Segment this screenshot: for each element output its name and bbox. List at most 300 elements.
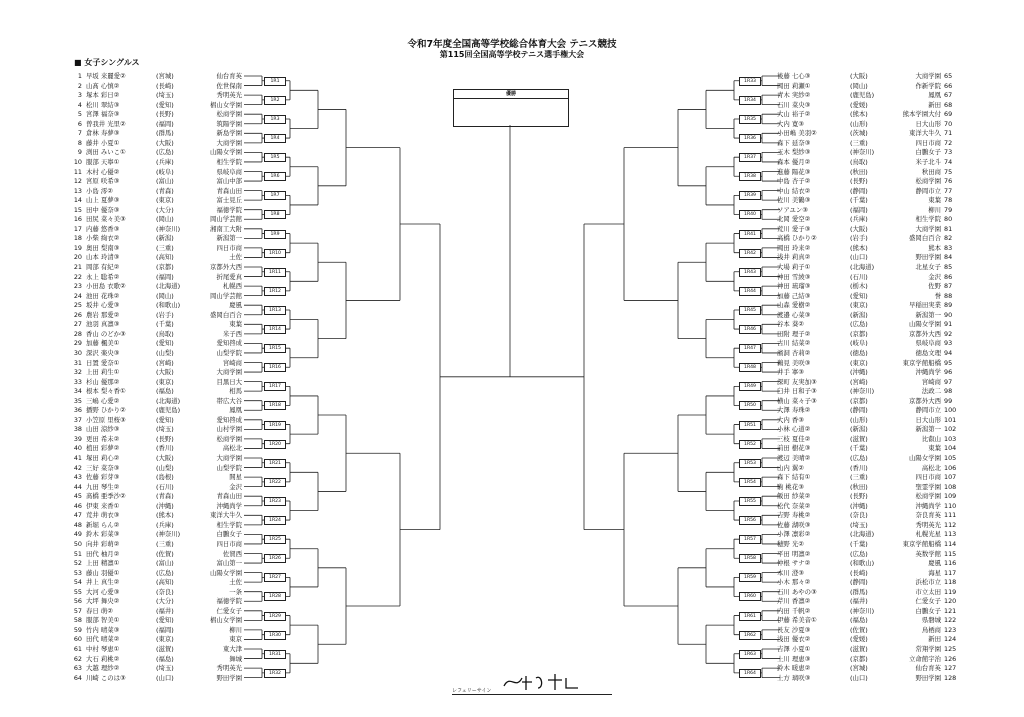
player-name: 山上 夏夢③ [86,196,120,205]
player-number: 110 [944,501,957,510]
player-school: 盛岡白百合 [909,234,941,243]
player-number: 122 [944,616,957,625]
page-title: 令和7年度全国高等学校総合体育大会 テニス競技 [407,39,617,50]
player-school: 柳川 [928,205,941,214]
referee-label: レフェリーサイン [452,688,492,694]
player-name: 松代 奈菜② [777,501,811,510]
player-name: 進藤 陽花③ [777,167,811,176]
player-name: 大山 裕子② [777,110,811,119]
player-school: 舞城 [229,654,242,663]
player-school: 目黒日大 [216,377,242,386]
round-box: 1R40 [739,210,761,219]
player-number: 128 [944,673,957,682]
player-school: 富士見丘 [216,196,242,205]
player-name: 倉林 寿夢③ [86,129,120,138]
player-school: 東葉 [229,320,242,329]
player-school: 新田 [928,635,941,644]
player-school: 松商学園 [216,434,242,443]
round-box: 1R17 [264,382,286,391]
player-prefecture: (京都) [850,329,868,338]
player-name: 内田 千帆② [777,606,811,615]
player-number: 100 [944,406,957,415]
player-school: 新潟第一 [915,425,941,434]
player-prefecture: (兵庫) [156,520,174,529]
player-name: 神田 雪綾③ [777,272,811,281]
player-name: 大越 理紗② [86,664,120,673]
player-number: 37 [73,415,82,424]
round-box: 1R59 [739,573,761,582]
round-box: 1R60 [739,592,761,601]
player-prefecture: (香川) [850,463,868,472]
round-box: 1R37 [739,153,761,162]
player-name: 山田 涼紗③ [86,425,120,434]
player-number: 30 [73,348,82,357]
player-name: 新堀 らん② [86,520,120,529]
player-name: 大場 莉子① [777,263,811,271]
player-name: 大内 香③ [777,415,804,424]
player-number: 96 [944,368,953,377]
round-box: 1R39 [739,191,761,200]
player-prefecture: (広島) [850,320,868,329]
player-prefecture: (熊本) [850,243,868,252]
player-prefecture: (鳥取) [850,157,868,166]
player-school: 野田学園 [915,673,941,682]
round-box: 1R12 [264,287,286,296]
referee-signature-line [452,694,612,695]
player-prefecture: (滋賀) [156,645,174,653]
player-prefecture: (岐阜) [850,339,868,348]
player-name: 小笠原 里桜③ [86,415,126,424]
player-name: 髙橋 亜季沙② [86,492,126,501]
player-school: 盛岡白百合 [210,310,242,319]
player-prefecture: (宮城) [850,664,868,673]
player-prefecture: (滋賀) [850,645,868,653]
player-prefecture: (東京) [850,301,868,310]
player-prefecture: (高知) [156,253,174,262]
round-box: 1R56 [739,516,761,525]
player-school: 高松北 [222,444,242,453]
player-number: 112 [944,520,957,529]
player-school: 大商学園 [216,454,242,462]
player-school: 松商学園 [915,492,941,501]
player-name: 深町 友実加③ [777,377,817,386]
player-prefecture: (岐阜) [156,167,174,176]
player-name: 横山 菜々子③ [777,396,817,405]
player-number: 72 [944,138,953,147]
player-school: 秋田商 [921,167,941,176]
player-school: 東洋大牛久 [210,511,242,520]
player-prefecture: (神奈川) [156,224,181,233]
player-number: 15 [73,205,82,214]
player-number: 85 [944,263,953,271]
player-prefecture: (埼玉) [156,664,174,673]
player-school: 立命館宇治 [909,654,941,663]
player-school: 作新学院 [915,81,941,90]
player-number: 59 [73,625,82,634]
player-prefecture: (大分) [156,597,174,606]
player-prefecture: (千葉) [156,320,174,329]
player-prefecture: (大阪) [850,72,868,80]
player-number: 83 [944,243,953,252]
player-prefecture: (山梨) [156,463,174,472]
player-number: 9 [77,148,82,157]
player-name: 服部 智美① [86,616,120,625]
player-school: 新潟第一 [915,310,941,319]
player-name: 飯田 紗菜② [777,492,811,501]
round-box: 1R13 [264,306,286,315]
player-school: 山陽女学園 [210,568,242,577]
player-name: 春日 萌② [86,606,113,615]
player-number: 67 [944,91,953,100]
player-prefecture: (兵庫) [850,215,868,224]
player-name: 坂井 心愛③ [86,301,120,310]
player-name: 中山 結衣② [777,186,811,195]
round-box: 1R57 [739,535,761,544]
player-number: 35 [73,396,82,405]
player-name: 鈴木 暖恵② [777,664,811,673]
player-number: 29 [73,339,82,348]
player-number: 14 [73,196,82,205]
player-school: 鳳凰 [928,91,941,100]
player-number: 43 [73,473,82,482]
player-number: 26 [73,310,82,319]
player-school: 市立太田 [915,587,941,596]
player-school: 四日市商 [915,138,941,147]
player-school: 札幌西 [222,282,242,291]
player-name: 青木 実紗② [777,91,811,100]
player-name: 山森 愛樹② [777,301,811,310]
player-prefecture: (千葉) [850,539,868,548]
round-box: 1R11 [264,268,286,277]
player-number: 90 [944,310,953,319]
player-prefecture: (大阪) [156,368,174,377]
player-school: 県磐城 [921,616,941,625]
player-prefecture: (茨城) [850,129,868,138]
player-number: 71 [944,129,953,138]
player-prefecture: (秋田) [850,482,868,491]
player-school: 山梨学院 [216,348,242,357]
round-box: 1R4 [264,134,286,143]
player-name: 神田 琉瑠③ [777,282,811,291]
player-name: 田中 優奈③ [86,205,120,214]
player-number: 54 [73,578,82,587]
player-prefecture: (香川) [156,444,174,453]
player-prefecture: (山口) [156,673,174,682]
player-school: 山梨学院 [216,463,242,472]
round-box: 1R20 [264,440,286,449]
player-number: 107 [944,473,957,482]
player-prefecture: (岡山) [850,81,868,90]
round-box: 1R45 [739,306,761,315]
player-prefecture: (千葉) [850,444,868,453]
player-prefecture: (山形) [850,415,868,424]
player-prefecture: (静岡) [850,406,868,415]
player-name: 山髙 心慎② [86,81,120,90]
player-number: 94 [944,348,953,357]
player-school: 青森山田 [216,492,242,501]
player-school: 佐野 [928,282,941,291]
player-school: 開星 [229,473,242,482]
player-number: 41 [73,454,82,462]
player-prefecture: (愛媛) [850,635,868,644]
player-number: 55 [73,587,82,596]
player-name: 後藤 七心③ [777,72,811,80]
player-prefecture: (静岡) [850,578,868,587]
player-school: 相馬 [229,387,242,396]
round-box: 1R48 [739,363,761,372]
player-name: 小澤 凛彩② [777,530,811,539]
player-name: 上川 理恵③ [777,654,811,663]
player-name: 佐藤 彩芽③ [86,473,120,482]
player-school: 仙台育英 [216,72,242,80]
player-name: 渡邉 心菜③ [777,310,811,319]
player-school: 米子北斗 [915,157,941,166]
player-school: 筑陽学園 [216,119,242,128]
player-number: 82 [944,234,953,243]
round-box: 1R64 [739,669,761,678]
player-prefecture: (奈良) [850,511,868,520]
player-name: 向井 彩萌② [86,539,120,548]
player-school: 佐世保南 [216,81,242,90]
round-box: 1R23 [264,497,286,506]
player-school: 東葉 [928,444,941,453]
player-prefecture: (愛媛) [850,100,868,109]
player-prefecture: (東京) [156,196,174,205]
player-school: 高松北 [921,463,941,472]
player-prefecture: (長野) [156,434,174,443]
player-number: 65 [944,72,953,80]
player-school: 早稲田実業 [909,301,941,310]
round-box: 1R3 [264,115,286,124]
player-prefecture: (福島) [156,387,174,396]
player-school: 金沢 [229,482,242,491]
player-name: 森下 延奈③ [777,138,811,147]
player-name: 鵜見 美咲③ [777,358,811,367]
player-school: 愛知啓成 [216,339,242,348]
player-name: 日置 愛奈① [86,358,120,367]
player-school: 山陽女学園 [210,148,242,157]
player-school: 愛知啓成 [216,415,242,424]
player-prefecture: (宮城) [156,72,174,80]
player-prefecture: (長野) [156,110,174,119]
player-number: 4 [77,100,82,109]
player-number: 117 [944,568,957,577]
player-number: 32 [73,368,82,377]
player-prefecture: (三重) [850,473,868,482]
player-prefecture: (群馬) [850,587,868,596]
player-prefecture: (大分) [156,205,174,214]
player-prefecture: (山梨) [156,348,174,357]
round-box: 1R36 [739,134,761,143]
player-school: 仁愛女子 [915,597,941,606]
player-school: 山陽女学園 [909,320,941,329]
player-prefecture: (神奈川) [850,387,875,396]
player-prefecture: (新潟) [156,234,174,243]
player-prefecture: (滋賀) [850,434,868,443]
round-box: 1R18 [264,401,286,410]
player-number: 84 [944,253,953,262]
player-prefecture: (兵庫) [156,157,174,166]
player-school: 東京学館船橋 [902,358,941,367]
player-number: 95 [944,358,953,367]
player-name: 小柴 絢衣② [86,234,120,243]
player-name: ソアユン③ [777,205,808,214]
player-number: 87 [944,282,953,291]
player-school: 東洋大牛久 [909,129,941,138]
player-name: 佐川 美鶴③ [777,196,811,205]
player-name: 大石 莉桃② [86,654,120,663]
player-number: 18 [73,234,82,243]
player-number: 125 [944,645,957,653]
player-number: 86 [944,272,953,281]
player-prefecture: (長崎) [850,568,868,577]
player-school: 北星女子 [915,263,941,271]
round-box: 1R29 [264,612,286,621]
round-box: 1R5 [264,153,286,162]
player-number: 97 [944,377,953,386]
player-prefecture: (奈良) [156,587,174,596]
player-name: 松川 翠結③ [86,100,120,109]
player-name: 駒 桃花③ [777,482,804,491]
player-number: 34 [73,387,82,396]
player-number: 78 [944,196,953,205]
player-prefecture: (三重) [156,539,174,548]
player-school: 比叡山 [921,434,941,443]
player-name: 小田嶋 美羽② [777,129,817,138]
player-prefecture: (高知) [156,578,174,587]
player-name: 九田 琴生② [86,482,120,491]
player-number: 38 [73,425,82,434]
player-school: 大商学園 [216,368,242,377]
player-name: 塚田 莉心② [86,454,120,462]
player-number: 101 [944,415,957,424]
player-prefecture: (新潟) [850,425,868,434]
player-name: 杉山 優那② [86,377,120,386]
round-box: 1R44 [739,287,761,296]
player-name: 大河 心愛③ [86,587,120,596]
player-school: 大商学園 [216,138,242,147]
player-number: 121 [944,606,957,615]
player-school: 浜松市立 [915,578,941,587]
player-number: 66 [944,81,953,90]
player-school: 静岡市立 [915,186,941,195]
player-prefecture: (長野) [850,177,868,186]
player-number: 49 [73,530,82,539]
player-prefecture: (富山) [156,177,174,186]
player-name: 前田 樹花③ [777,444,811,453]
player-name: 藤井 小夏① [86,138,120,147]
player-number: 10 [73,157,82,166]
player-name: 服部 天寧① [86,157,120,166]
player-school: 法政二 [921,387,941,396]
player-name: 田附 理子② [777,329,811,338]
player-school: 京都外大西 [909,329,941,338]
player-number: 113 [944,530,957,539]
player-number: 8 [77,138,82,147]
player-prefecture: (愛知) [156,616,174,625]
player-prefecture: (東京) [156,635,174,644]
player-number: 104 [944,444,957,453]
player-school: 熊本学園大付 [902,110,941,119]
player-name: 大坪 舞央② [86,597,120,606]
player-prefecture: (神奈川) [850,606,875,615]
player-school: 大商学園 [915,224,941,233]
player-number: 50 [73,539,82,548]
player-prefecture: (福岡) [156,119,174,128]
player-prefecture: (福岡) [850,205,868,214]
player-number: 70 [944,119,953,128]
player-school: 山陽女学園 [909,454,941,462]
player-prefecture: (福島) [850,616,868,625]
player-prefecture: (埼玉) [850,520,868,529]
player-school: 相生学院 [216,520,242,529]
player-prefecture: (広島) [156,148,174,157]
player-number: 76 [944,177,953,186]
player-number: 22 [73,272,82,281]
round-box: 1R31 [264,650,286,659]
player-name: 小田島 衣歌② [86,282,126,291]
player-school: 白鵬女子 [216,530,242,539]
player-school: 奈良育英 [915,511,941,520]
player-number: 52 [73,559,82,568]
player-prefecture: (徳島) [850,348,868,357]
round-box: 1R19 [264,421,286,430]
player-name: 渡辺 美晴② [777,454,811,462]
player-school: 日大山形 [915,415,941,424]
player-number: 25 [73,301,82,310]
player-number: 103 [944,434,957,443]
player-number: 46 [73,501,82,510]
player-school: 慶風 [229,301,242,310]
player-name: 池田 花珠② [86,291,120,300]
round-box: 1R10 [264,249,286,258]
player-number: 40 [73,444,82,453]
player-name: 小林 心道② [777,425,811,434]
player-name: 加藤 己結③ [777,291,811,300]
player-number: 16 [73,215,82,224]
player-name: 川崎 このは③ [86,673,126,682]
player-prefecture: (長崎) [156,81,174,90]
round-box: 1R47 [739,344,761,353]
player-school: 椙山女学園 [210,616,242,625]
player-number: 3 [77,91,82,100]
player-prefecture: (新潟) [850,310,868,319]
round-box: 1R50 [739,401,761,410]
player-name: 森下 結有① [777,473,811,482]
player-name: 根本 梨々香① [86,387,126,396]
player-number: 124 [944,635,957,644]
player-school: 鳳凰 [229,406,242,415]
player-school: 松商学園 [216,110,242,119]
player-prefecture: (神奈川) [850,148,875,157]
player-number: 98 [944,387,953,396]
player-prefecture: (福岡) [156,625,174,634]
player-prefecture: (東京) [850,358,868,367]
player-number: 93 [944,339,953,348]
player-number: 69 [944,110,953,119]
player-number: 17 [73,224,82,233]
player-school: 新潟第一 [216,234,242,243]
round-box: 1R6 [264,172,286,181]
player-name: 植田 彩夢② [86,444,120,453]
player-prefecture: (神奈川) [156,530,181,539]
player-school: 海星 [928,568,941,577]
player-name: 鈴木 彩菜③ [86,530,120,539]
player-name: 岡部 有紀② [86,263,120,271]
player-name: 石川 あやの③ [777,587,817,596]
player-prefecture: (大阪) [156,454,174,462]
player-number: 56 [73,597,82,606]
